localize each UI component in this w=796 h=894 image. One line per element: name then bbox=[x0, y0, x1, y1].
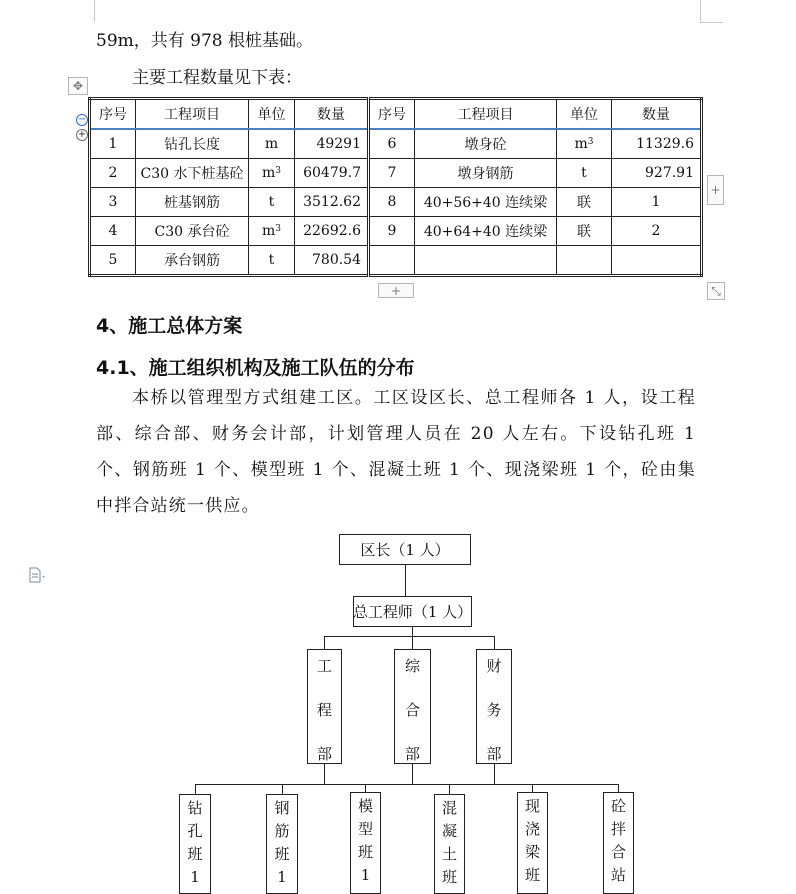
team-char: 站 bbox=[610, 866, 626, 884]
table-cell bbox=[369, 246, 415, 276]
table-cell: 6 bbox=[369, 129, 415, 159]
team-char: 合 bbox=[610, 843, 626, 861]
team-char: 型 bbox=[357, 820, 373, 838]
org-node-department bbox=[307, 649, 342, 764]
header-cell: 单位 bbox=[249, 99, 295, 130]
department-char: 部 bbox=[486, 745, 502, 763]
table-cell: 墩身钢筋 bbox=[415, 159, 557, 188]
header-cell: 序号 bbox=[90, 99, 136, 130]
table-intro: 主要工程数量见下表： bbox=[132, 68, 302, 88]
org-node-department bbox=[476, 649, 512, 764]
table-row bbox=[90, 188, 702, 217]
table-cell bbox=[612, 246, 702, 276]
table-cell: 40+64+40 连续梁 bbox=[415, 217, 557, 246]
table-cell: 60479.7 bbox=[295, 159, 369, 188]
connector bbox=[532, 784, 533, 792]
connector bbox=[195, 784, 196, 794]
connector bbox=[324, 636, 325, 649]
department-char: 部 bbox=[404, 745, 420, 763]
org-node-team bbox=[350, 792, 381, 894]
department-char: 综 bbox=[404, 657, 420, 675]
move-icon: ✥ bbox=[72, 79, 84, 93]
team-char: 1 bbox=[360, 866, 371, 884]
table-cell: $m^3$ bbox=[557, 129, 612, 159]
table-row bbox=[90, 159, 702, 188]
table-cell: 7 bbox=[369, 159, 415, 188]
header-cell: 工程项目 bbox=[136, 99, 249, 130]
header-cell: 数量 bbox=[295, 99, 369, 130]
org-node-department bbox=[394, 649, 431, 764]
connector bbox=[324, 764, 325, 784]
team-char: 班 bbox=[357, 843, 373, 861]
table-move-handle[interactable] bbox=[68, 77, 88, 95]
team-char: 1 bbox=[190, 868, 200, 886]
table-cell bbox=[557, 246, 612, 276]
table-row bbox=[90, 246, 702, 276]
table-cell: 钻孔长度 bbox=[136, 129, 249, 159]
team-char: 混 bbox=[441, 799, 457, 817]
team-char: 筋 bbox=[274, 822, 290, 840]
crop-mark-right bbox=[700, 0, 723, 23]
plus-icon: + bbox=[390, 283, 402, 298]
table-cell: 1 bbox=[612, 188, 702, 217]
table-cell: 联 bbox=[557, 188, 612, 217]
team-char: 砼 bbox=[610, 797, 626, 815]
connector bbox=[412, 636, 413, 649]
team-char: 班 bbox=[524, 866, 540, 884]
connector bbox=[412, 627, 413, 636]
department-char: 工 bbox=[316, 657, 332, 675]
table-cell: 22692.6 bbox=[295, 217, 369, 246]
plus-icon: + bbox=[710, 183, 721, 197]
table-cell: 49291 bbox=[295, 129, 369, 159]
body-paragraph: 本桥以管理型方式组建工区。工区设区长、总工程师各 1 人，设工程部、综合部、财务会计部，计划管理人员在 20 人左右。下设钻孔班 1 个、钢筋班 1 个、模型班 1 个、混凝土班 1 个、现浇梁班 1 个，砼由集中拌合站统一供应。 bbox=[96, 388, 696, 516]
department-char: 财 bbox=[486, 657, 502, 675]
team-char: 梁 bbox=[524, 843, 540, 861]
department-char: 部 bbox=[316, 745, 332, 763]
table-cell: 3 bbox=[90, 188, 136, 217]
connector bbox=[405, 565, 406, 596]
team-char: 孔 bbox=[187, 822, 203, 840]
document-icon[interactable] bbox=[28, 567, 46, 583]
header-cell: 数量 bbox=[612, 99, 702, 130]
org-node-team bbox=[179, 794, 211, 894]
table-cell: $m^3$ bbox=[249, 159, 295, 188]
table-cell: m bbox=[249, 129, 295, 159]
department-char: 程 bbox=[316, 701, 332, 719]
header-cell: 序号 bbox=[369, 99, 415, 130]
crop-mark-left bbox=[94, 0, 95, 22]
team-char: 班 bbox=[187, 845, 203, 863]
table-cell: t bbox=[557, 159, 612, 188]
team-char: 钻 bbox=[187, 799, 203, 817]
table-cell: 8 bbox=[369, 188, 415, 217]
table-cell: 墩身砼 bbox=[415, 129, 557, 159]
header-cell: 工程项目 bbox=[415, 99, 557, 130]
table-cell: 4 bbox=[90, 217, 136, 246]
team-char: 模 bbox=[357, 797, 373, 815]
team-char: 拌 bbox=[610, 820, 626, 838]
org-node-team bbox=[517, 792, 548, 894]
team-char: 浇 bbox=[524, 820, 540, 838]
team-char: 钢 bbox=[274, 799, 290, 817]
table-row bbox=[90, 129, 702, 159]
connector bbox=[195, 784, 618, 785]
table-cell: 2 bbox=[90, 159, 136, 188]
table-resize-handle[interactable] bbox=[707, 282, 725, 300]
connector bbox=[494, 764, 495, 784]
team-char: 班 bbox=[274, 845, 290, 863]
add-row-button[interactable] bbox=[378, 283, 414, 298]
connector bbox=[449, 784, 450, 794]
text-line-top: 59m，共有 978 根桩基础。 bbox=[96, 31, 314, 51]
table-cell: 联 bbox=[557, 217, 612, 246]
resize-icon: ⤡ bbox=[711, 283, 721, 298]
connector bbox=[618, 784, 619, 792]
table-cell: 1 bbox=[90, 129, 136, 159]
connector bbox=[324, 636, 494, 637]
table-cell: 3512.62 bbox=[295, 188, 369, 217]
add-column-button[interactable] bbox=[707, 175, 724, 205]
collapse-row-icon[interactable]: − bbox=[77, 114, 87, 125]
department-char: 合 bbox=[404, 701, 420, 719]
org-node-team bbox=[603, 792, 634, 894]
team-char: 1 bbox=[277, 868, 287, 886]
table-cell: C30 水下桩基砼 bbox=[136, 159, 249, 188]
table-cell: 780.54 bbox=[295, 246, 369, 276]
table-cell: 40+56+40 连续梁 bbox=[415, 188, 557, 217]
connector bbox=[412, 764, 413, 784]
table-cell: 5 bbox=[90, 246, 136, 276]
team-char: 现 bbox=[524, 797, 540, 815]
table-cell: 桩基钢筋 bbox=[136, 188, 249, 217]
connector bbox=[494, 636, 495, 649]
table-cell: t bbox=[249, 188, 295, 217]
table-header-row bbox=[90, 99, 702, 130]
connector bbox=[282, 784, 283, 794]
section-heading-4: 4、施工总体方案 bbox=[96, 315, 243, 337]
team-char: 凝 bbox=[441, 822, 457, 840]
org-node-chief-engineer: 总工程师（1 人） bbox=[353, 596, 472, 627]
table-cell: 927.91 bbox=[612, 159, 702, 188]
org-node-team bbox=[434, 794, 465, 894]
header-cell: 单位 bbox=[557, 99, 612, 130]
table-cell: t bbox=[249, 246, 295, 276]
table-cell: 11329.6 bbox=[612, 129, 702, 159]
team-char: 土 bbox=[441, 845, 457, 863]
table-cell bbox=[415, 246, 557, 276]
section-heading-4-1: 4.1、施工组织机构及施工队伍的分布 bbox=[96, 357, 415, 379]
connector bbox=[365, 784, 366, 792]
table-row bbox=[90, 217, 702, 246]
department-char: 务 bbox=[486, 701, 502, 719]
table-cell: $m^3$ bbox=[249, 217, 295, 246]
team-char: 班 bbox=[441, 868, 457, 886]
table-cell: 2 bbox=[612, 217, 702, 246]
table-cell: 9 bbox=[369, 217, 415, 246]
quantity-table bbox=[88, 97, 703, 277]
table-cell: C30 承台砼 bbox=[136, 217, 249, 246]
org-node-team bbox=[266, 794, 298, 894]
table-cell: 承台钢筋 bbox=[136, 246, 249, 276]
org-node-district-chief: 区长（1 人） bbox=[339, 534, 471, 565]
insert-row-icon[interactable]: + bbox=[77, 129, 87, 140]
